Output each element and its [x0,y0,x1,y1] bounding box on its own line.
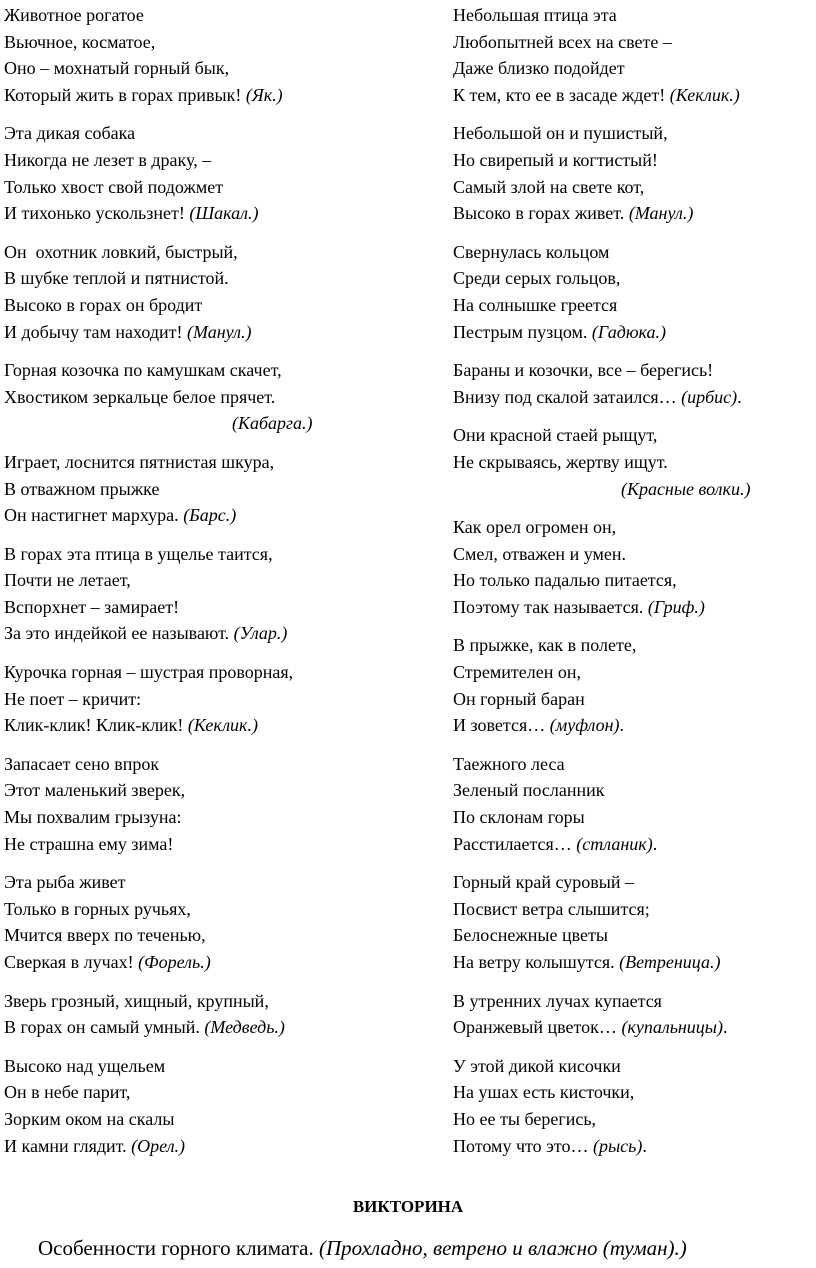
riddle-line: Не скрываясь, жертву ищут. [453,451,668,472]
riddle-text: На ветру колышутся. [453,952,615,972]
riddle-line: Этот маленький зверек, [4,780,186,801]
riddle-line-with-answer [4,949,424,976]
riddle-line: Курочка горная – шустрая проворная, [4,662,294,683]
riddle-keklik-2 [453,2,813,108]
riddle-line: Небольшой он и пушистый, [453,123,668,144]
riddle-answer: (Шакал.) [189,203,259,224]
riddle-text: За это индейкой ее называют. [4,623,230,644]
riddle-answer: (Кеклик.) [187,715,258,736]
riddle-line: Только хвост свой подожмет [4,176,224,197]
riddle-text: Он настигнет мархура. [4,505,179,526]
riddle-text: И зовется… [453,715,546,736]
riddle-answer: (муфлон) [549,715,620,736]
riddle-answer: (Як.) [245,84,283,105]
riddle-line-with-answer [453,949,813,976]
riddle-tail: . [642,1135,647,1156]
riddle-text: И добычу там находит! [4,321,183,342]
riddle-line: Но ее ты берегись, [453,1108,597,1129]
riddle-line-with-answer [4,1014,424,1041]
riddle-line: Зверь грозный, хищный, крупный, [4,990,269,1011]
riddle-line: Смел, отважен и умен. [453,543,626,564]
riddle-answer: (Кеклик.) [669,84,740,105]
riddle-line: Горный край суровый – [453,872,635,893]
quiz-question-text: Особенности горного климата. [38,1236,314,1260]
quiz-heading: ВИКТОРИНА [352,1197,464,1216]
riddle-answer: (Гриф.) [647,596,705,617]
riddle-mouflon [453,632,813,738]
quiz-question [38,1234,814,1262]
riddle-answer: (ирбис) [681,386,738,407]
riddle-yak [4,2,424,108]
riddle-line: Зорким оком на скалы [4,1108,175,1129]
riddle-irbis [453,357,813,410]
riddle-line-with-answer [453,384,813,411]
riddle-answer: (Манул.) [628,203,694,224]
riddle-line: В прыжке, как в полете, [453,635,637,656]
riddle-anemone [453,869,813,975]
riddle-line: В отважном прыжке [4,478,160,499]
riddle-dwarf-pine [453,751,813,857]
riddle-answer: (Барс.) [183,505,237,526]
riddle-text: Потому что это… [453,1135,589,1156]
quiz-answer: (Прохладно, ветрено и влажно (туман).) [318,1236,687,1260]
riddle-line: Белоснежные цветы [453,925,608,946]
riddle-line: Горная козочка по камушкам скачет, [4,360,282,381]
riddle-line: На ушах есть кисточки, [453,1082,635,1103]
riddle-text: Поэтому так называется. [453,596,644,617]
riddle-line-with-answer [4,82,424,109]
riddle-text: К тем, кто ее в засаде ждет! [453,84,666,105]
riddle-line: В горах эта птица в ущелье таится, [4,543,273,564]
riddle-tail: . [652,833,658,854]
riddle-line [4,449,424,476]
riddle-answer: (Манул.) [187,321,252,342]
riddle-line-with-answer [453,1133,813,1160]
riddle-line: Бараны и козочки, все – берегись! [453,360,714,381]
riddle-line: Но только падалью питается, [453,570,677,591]
riddle-snow-leopard [4,449,424,529]
riddle-answer: (Ветреница.) [619,952,721,972]
riddle-manul-2 [453,120,813,226]
riddle-line: Не страшна ему зима! [4,833,174,854]
riddle-eagle [4,1053,424,1159]
riddle-line: Самый злой на свете кот, [453,176,645,197]
riddle-line: Как орел огромен он, [453,517,617,538]
riddle-line-with-answer [453,594,813,621]
riddle-musk-deer [4,357,424,437]
riddle-line: Но свирепый и когтистый! [453,149,658,170]
riddle-line-with-answer [4,319,424,346]
riddle-tail: . [619,715,625,736]
riddle-line: Среди серых гольцов, [453,268,621,289]
riddle-line: По склонам горы [453,807,585,828]
riddle-line: Запасает сено впрок [4,753,160,774]
riddle-line: Они красной стаей рыщут, [453,425,658,446]
riddle-text: Расстилается… [453,833,572,854]
riddle-line: Посвист ветра слышится; [453,898,650,919]
riddle-line: Никогда не лезет в драку, – [4,149,212,170]
riddle-line: Вьючное, косматое, [4,31,156,52]
riddle-answer: (Кабарга.) [232,413,313,434]
riddle-line-with-answer [453,1014,813,1041]
riddle-line: На солнышке греется [453,294,618,315]
riddle-tail: . [737,386,742,407]
riddle-trout [4,869,424,975]
riddle-line-with-answer [453,200,813,227]
riddle-line: Даже близко подойдет [453,58,625,79]
riddle-line-with-answer [4,712,424,739]
riddle-answer: (Гадюка.) [591,321,666,342]
riddle-line: Таежного леса [453,753,565,774]
riddle-answer: (купальницы) [621,1017,723,1038]
riddle-text: И тихонько ускользнет! [4,203,185,224]
riddle-line: Свернулась кольцом [453,241,610,262]
riddle-pika [4,751,424,857]
riddle-answer: (Улар.) [233,623,288,644]
riddle-text: Высоко в горах живет. [453,203,625,224]
riddle-line: Почти не летает, [4,570,131,591]
riddle-lynx [453,1053,813,1159]
riddle-line-with-answer [453,831,813,858]
riddle-line-with-answer [453,712,813,739]
riddle-line: Не поет – кричит: [4,688,142,709]
riddle-text: И камни глядит. [4,1135,127,1156]
riddle-manul-1 [4,239,424,345]
riddle-line-with-answer [4,620,424,647]
riddle-line: Только в горных ручьях, [4,898,191,919]
riddle-vulture [453,514,813,620]
riddle-globeflower [453,988,813,1041]
riddle-text: Играет, лоснится пятнистая шкура, [4,451,275,472]
riddle-line-with-answer [4,200,424,227]
riddle-answer: (Орел.) [131,1135,186,1156]
riddle-text: Клик-клик! Клик-клик! [4,715,184,736]
riddle-answer: (стланик) [576,833,653,854]
riddle-line: Любопытней всех на свете – [453,31,672,52]
riddle-line: Стремителен он, [453,662,581,683]
riddle-text: Который жить в горах привык! [4,84,242,105]
riddle-line: Он горный баран [453,688,585,709]
riddle-red-wolves [453,422,813,502]
riddle-line: Мчится вверх по теченью, [4,925,206,946]
riddle-answer: (рысь) [592,1135,643,1156]
riddle-line: В утренних лучах купается [453,990,662,1011]
riddle-line: Животное рогатое [4,5,144,25]
riddle-line-with-answer [4,502,424,529]
riddle-text: Оранжевый цветок… [453,1017,617,1038]
riddle-line: У этой дикой кисочки [453,1055,621,1076]
riddle-line-with-answer [453,82,813,109]
riddle-jackal [4,120,424,226]
left-riddle-column [4,2,424,1171]
riddle-text: Внизу под скалой затаился… [453,386,677,407]
riddle-text: Сверкая в лучах! [4,952,134,972]
riddle-line: Высоко в горах он бродит [4,294,203,315]
riddle-answer: (Медведь.) [204,1017,285,1038]
right-riddle-column [453,2,813,1171]
riddle-line: Высоко над ущельем [4,1055,166,1076]
riddle-answer: (Красные волки.) [621,478,751,499]
riddle-text: В горах он самый умный. [4,1017,200,1038]
riddle-line: Он в небе парит, [4,1082,131,1103]
riddle-answer: (Форель.) [138,952,211,972]
riddle-line: Мы похвалим грызуна: [4,807,182,828]
riddle-line: Вспорхнет – замирает! [4,596,180,617]
riddle-keklik-1 [4,659,424,739]
riddle-line: Хвостиком зеркальце белое прячет. [4,386,276,407]
riddle-line: Оно – мохнатый горный бык, [4,58,230,79]
riddle-line: Эта рыба живет [4,872,126,893]
riddle-line: Эта дикая собака [4,123,136,144]
riddle-bear [4,988,424,1041]
riddle-tail: . [723,1017,728,1038]
riddle-line: В шубке теплой и пятнистой. [4,268,229,289]
riddle-text: Пестрым пузцом. [453,321,588,342]
riddle-line: Зеленый посланник [453,780,605,801]
riddle-line: Небольшая птица эта [453,5,617,25]
riddle-viper [453,239,813,345]
riddle-line: Он охотник ловкий, быстрый, [4,241,238,262]
riddle-line-with-answer [4,1133,424,1160]
riddle-line-with-answer [453,319,813,346]
riddle-ular [4,541,424,647]
